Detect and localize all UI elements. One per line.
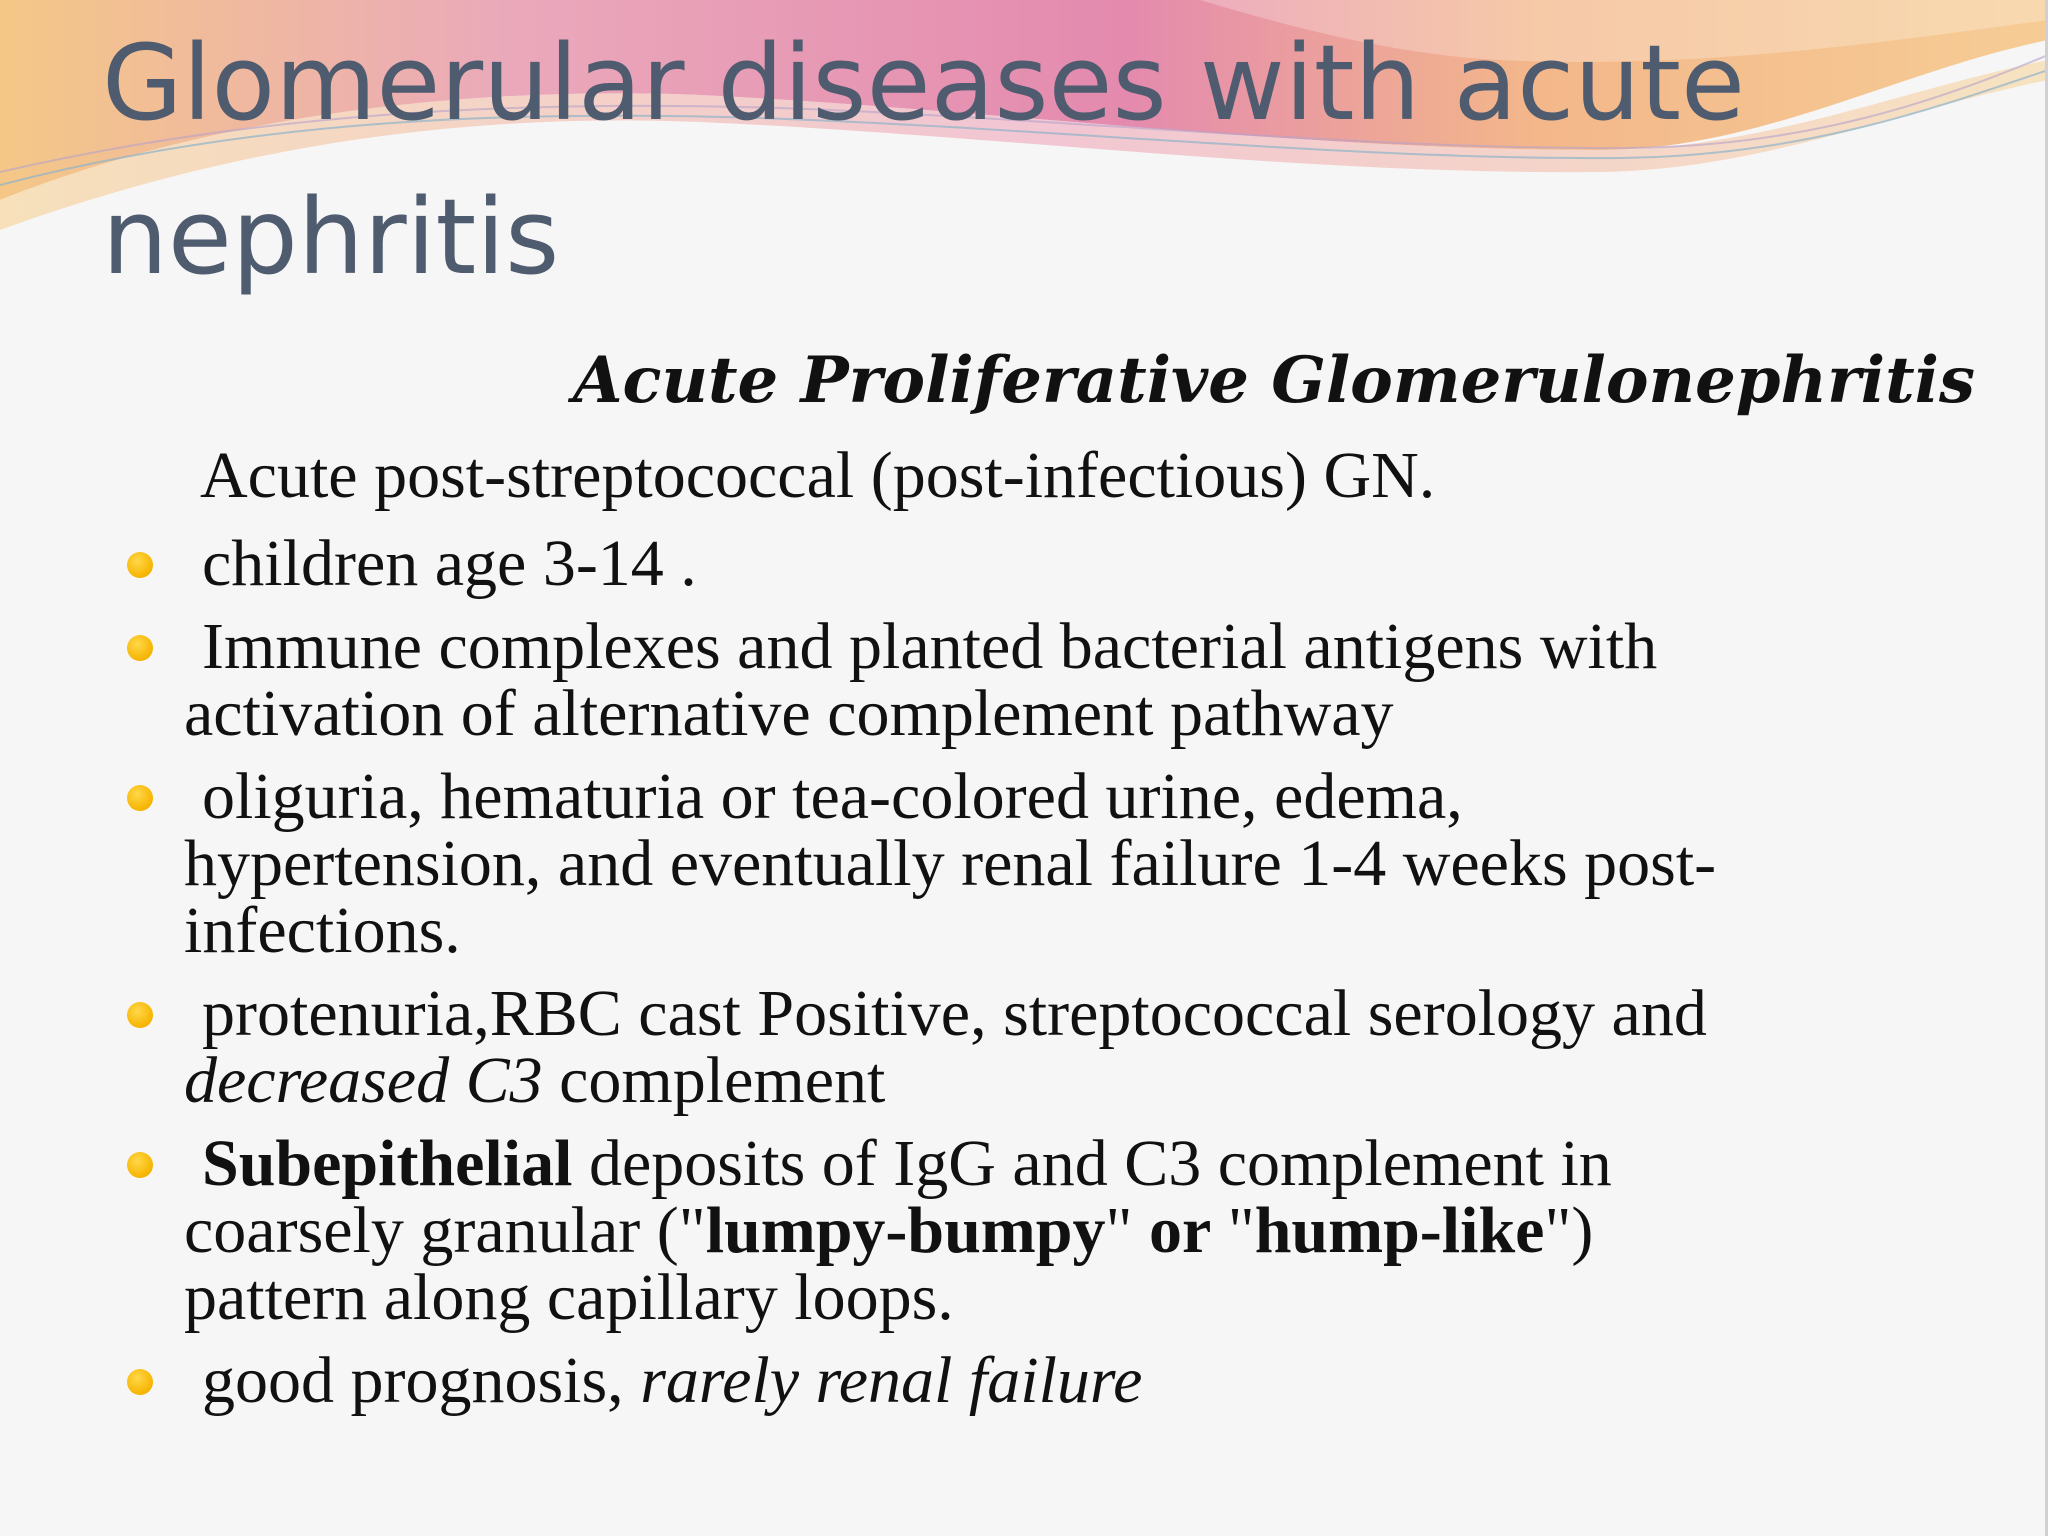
bullet-text-bold-lead: Subepithelial bbox=[202, 1127, 573, 1200]
bullet-text-bold-hump: hump-like bbox=[1254, 1194, 1545, 1267]
bullet-dot-icon bbox=[127, 1369, 153, 1395]
bullet-item-symptoms bbox=[0, 760, 1800, 967]
bullet-text-plain: good prognosis, bbox=[202, 1344, 624, 1417]
bullet-item-lab-findings bbox=[0, 977, 1800, 1117]
bullet-item-age bbox=[0, 527, 1800, 600]
bullet-text-line-1: protenuria,RBC cast Positive, streptococcal serology and bbox=[202, 977, 1707, 1050]
bullet-text-line-2 bbox=[184, 1044, 1800, 1117]
bullet-dot-icon bbox=[127, 1002, 153, 1028]
bullet-text-line-1 bbox=[184, 1127, 1800, 1200]
bullet-item-prognosis bbox=[0, 1344, 1800, 1417]
bullet-text-bold-or: or bbox=[1148, 1194, 1212, 1267]
bullet-text-line-3: pattern along capillary loops. bbox=[184, 1261, 954, 1334]
intro-line: Acute post-streptococcal (post-infectious) GN. bbox=[200, 439, 1436, 512]
bullet-text-line-1: Immune complexes and planted bacterial antigens with bbox=[202, 610, 1658, 683]
slide-subtitle: Acute Proliferative Glomerulonephritis bbox=[572, 343, 1975, 418]
bullet-list bbox=[0, 527, 1800, 1430]
bullet-dot-icon bbox=[127, 785, 153, 811]
bullet-item-deposits bbox=[0, 1127, 1800, 1334]
bullet-item-immune-complexes bbox=[0, 610, 1800, 750]
bullet-text-italic: rarely renal failure bbox=[623, 1344, 1143, 1417]
bullet-text-segment: ") bbox=[1544, 1194, 1594, 1267]
bullet-text-line-2: hypertension, and eventually renal failure 1-4 weeks post- bbox=[184, 827, 1717, 900]
bullet-text-line-2 bbox=[184, 1194, 1800, 1267]
slide-title-line-1: Glomerular diseases with acute bbox=[102, 22, 1746, 144]
bullet-text-bold-lumpy: lumpy-bumpy bbox=[705, 1194, 1106, 1267]
bullet-text-segment: " bbox=[1105, 1194, 1149, 1267]
bullet-text-line-3: infections. bbox=[184, 894, 461, 967]
slide-title-line-2: nephritis bbox=[102, 176, 560, 298]
bullet-text-rest: deposits of IgG and C3 complement in bbox=[572, 1127, 1612, 1200]
bullet-dot-icon bbox=[127, 1152, 153, 1178]
bullet-text-italic: decreased C3 bbox=[184, 1044, 543, 1117]
bullet-text bbox=[184, 1344, 1800, 1417]
bullet-text: children age 3-14 . bbox=[202, 527, 697, 600]
bullet-text-segment: coarsely granular (" bbox=[184, 1194, 706, 1267]
bullet-dot-icon bbox=[127, 552, 153, 578]
bullet-dot-icon bbox=[127, 635, 153, 661]
bullet-text-line-2: activation of alternative complement pathway bbox=[184, 677, 1394, 750]
slide-title bbox=[102, 6, 2002, 314]
bullet-text-segment: " bbox=[1211, 1194, 1255, 1267]
bullet-text-rest: complement bbox=[542, 1044, 886, 1117]
bullet-text-line-1: oliguria, hematuria or tea-colored urine, edema, bbox=[202, 760, 1463, 833]
